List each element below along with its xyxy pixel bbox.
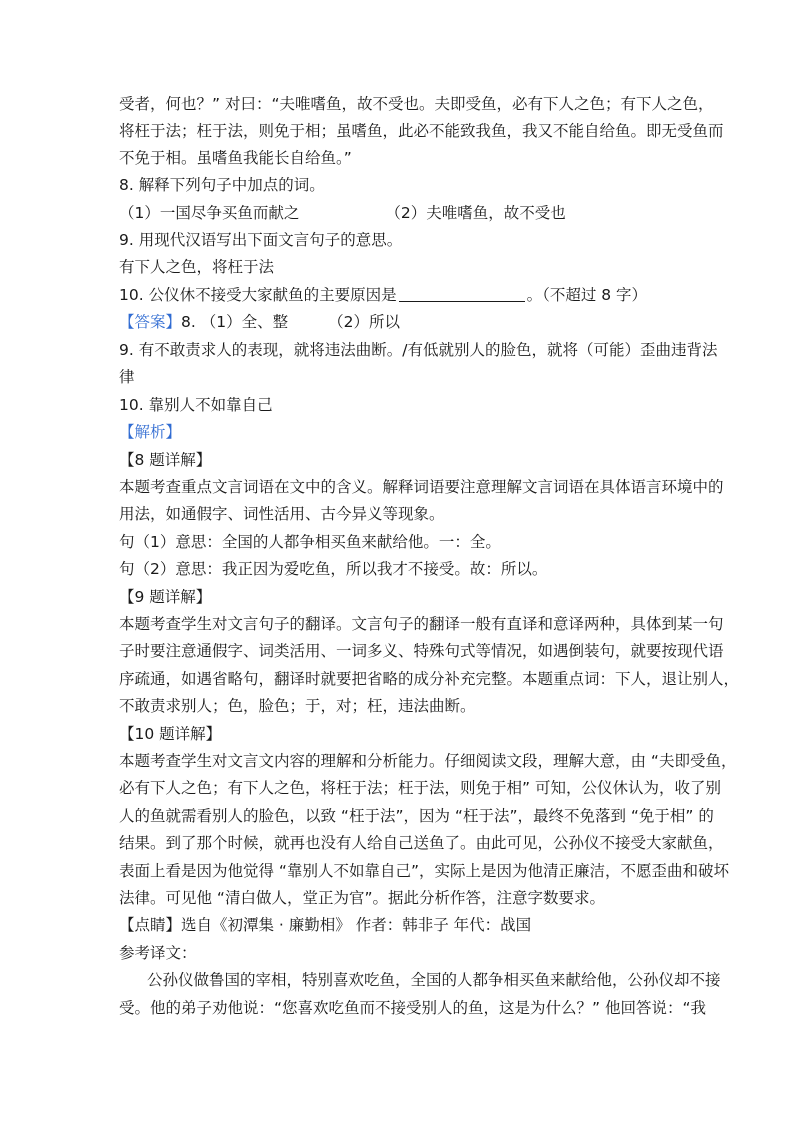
passage-line-2: 将枉于法；枉于法，则免于相；虽嗜鱼，此必不能致我鱼，我又不能自给鱼。即无受鱼而 [119, 122, 724, 140]
answer-tag: 【答案】 [119, 313, 182, 331]
question-8-item-2: （2）夫唯嗜鱼，故不受也 [385, 204, 566, 222]
translation-line-2: 受。他的弟子劝他说：“您喜欢吃鱼而不接受别人的鱼，这是为什么？” 他回答说：“我 [119, 999, 707, 1017]
answer-9-line-2: 律 [119, 368, 135, 386]
answer-line [119, 312, 679, 332]
analysis-10-line-1: 本题考查学生对文言文内容的理解和分析能力。仔细阅读文段，理解大意，由 “夫即受鱼， [119, 752, 737, 770]
analysis-8-line-1: 本题考查重点文言词语在文中的含义。解释词语要注意理解文言词语在具体语言环境中的 [119, 478, 724, 496]
passage-line-3: 不免于相。虽嗜鱼我能长自给鱼。” [119, 149, 352, 167]
analysis-heading-9: 【9 题详解】 [119, 588, 212, 606]
analysis-9-line-1: 本题考查学生对文言句子的翻译。文言句子的翻译一般有直译和意译两种，具体到某一句 [119, 615, 724, 633]
analysis-10-line-2: 必有下人之色；有下人之色，将枉于法；枉于法，则免于相” 可知，公仪休认为，收了别 [119, 779, 721, 797]
analysis-8-line-2: 用法，如通假字、词性活用、古今异义等现象。 [119, 505, 445, 523]
translation-line-1: 公孙仪做鲁国的宰相，特别喜欢吃鱼，全国的人都争相买鱼来献给他，公孙仪却不接 [147, 971, 721, 989]
question-8-item-1: （1）一国尽争买鱼而献之 [119, 204, 300, 222]
answer-9-line-1: 9. 有不敢责求人的表现，就将违法曲断。/有低就别人的脸色，就将（可能）歪曲违背法 [119, 341, 718, 359]
answer-blank [399, 287, 525, 302]
analysis-10-line-5: 表面上看是因为他觉得 “靠别人不如靠自己”，实际上是因为他清正廉洁，不愿歪曲和破坏 [119, 862, 729, 880]
answer-8-b: （2）所以 [328, 313, 400, 331]
answer-8: 8. （1）全、整 [181, 313, 289, 331]
question-9: 9. 用现代汉语写出下面文言句子的意思。 [119, 231, 403, 249]
analysis-heading-10: 【10 题详解】 [119, 725, 222, 743]
analysis-10-line-3: 人的鱼就需看别人的脸色，以致 “枉于法”，因为 “枉于法”，最终不免落到 “免于相” 的 [119, 807, 714, 825]
translation-title: 参考译文： [119, 944, 197, 962]
analysis-9-line-4: 不敢责求别人；色，脸色；于，对；枉，违法曲断。 [119, 697, 476, 715]
analysis-8-line-3: 句（1）意思：全国的人都争相买鱼来献给他。一：全。 [119, 533, 501, 551]
question-10 [119, 285, 679, 305]
comment-line: 【点睛】选自《初潭集 · 廉勤相》 作者：韩非子 年代：战国 [119, 916, 532, 934]
analysis-heading-8: 【8 题详解】 [119, 451, 212, 469]
answer-10: 10. 靠别人不如靠自己 [119, 396, 273, 414]
passage-line-1: 受者，何也？” 对曰：“夫唯嗜鱼，故不受也。夫即受鱼，必有下人之色；有下人之色， [119, 95, 714, 113]
question-8: 8. 解释下列句子中加点的词。 [119, 176, 325, 194]
analysis-tag: 【解析】 [119, 423, 182, 441]
question-8-items [119, 203, 679, 223]
analysis-10-line-4: 结果。到了那个时候，就再也没有人给自己送鱼了。由此可见，公孙仪不接受大家献鱼， [119, 834, 724, 852]
analysis-9-line-3: 序疏通，如遇省略句，翻译时就要把省略的成分补充完整。本题重点词：下人，退让别人， [119, 670, 740, 688]
question-9-sentence: 有下人之色，将枉于法 [119, 258, 275, 276]
analysis-8-line-4: 句（2）意思：我正因为爱吃鱼，所以我才不接受。故：所以。 [119, 560, 548, 578]
analysis-10-line-6: 法律。可见他 “清白做人，堂正为官”。据此分析作答，注意字数要求。 [119, 889, 605, 907]
question-10-prefix: 10. 公仪休不接受大家献鱼的主要原因是 [119, 286, 397, 304]
analysis-9-line-2: 子时要注意通假字、词类活用、一词多义、特殊句式等情况，如遇倒装句，就要按现代语 [119, 642, 724, 660]
question-10-suffix: 。（不超过 8 字） [526, 286, 648, 304]
